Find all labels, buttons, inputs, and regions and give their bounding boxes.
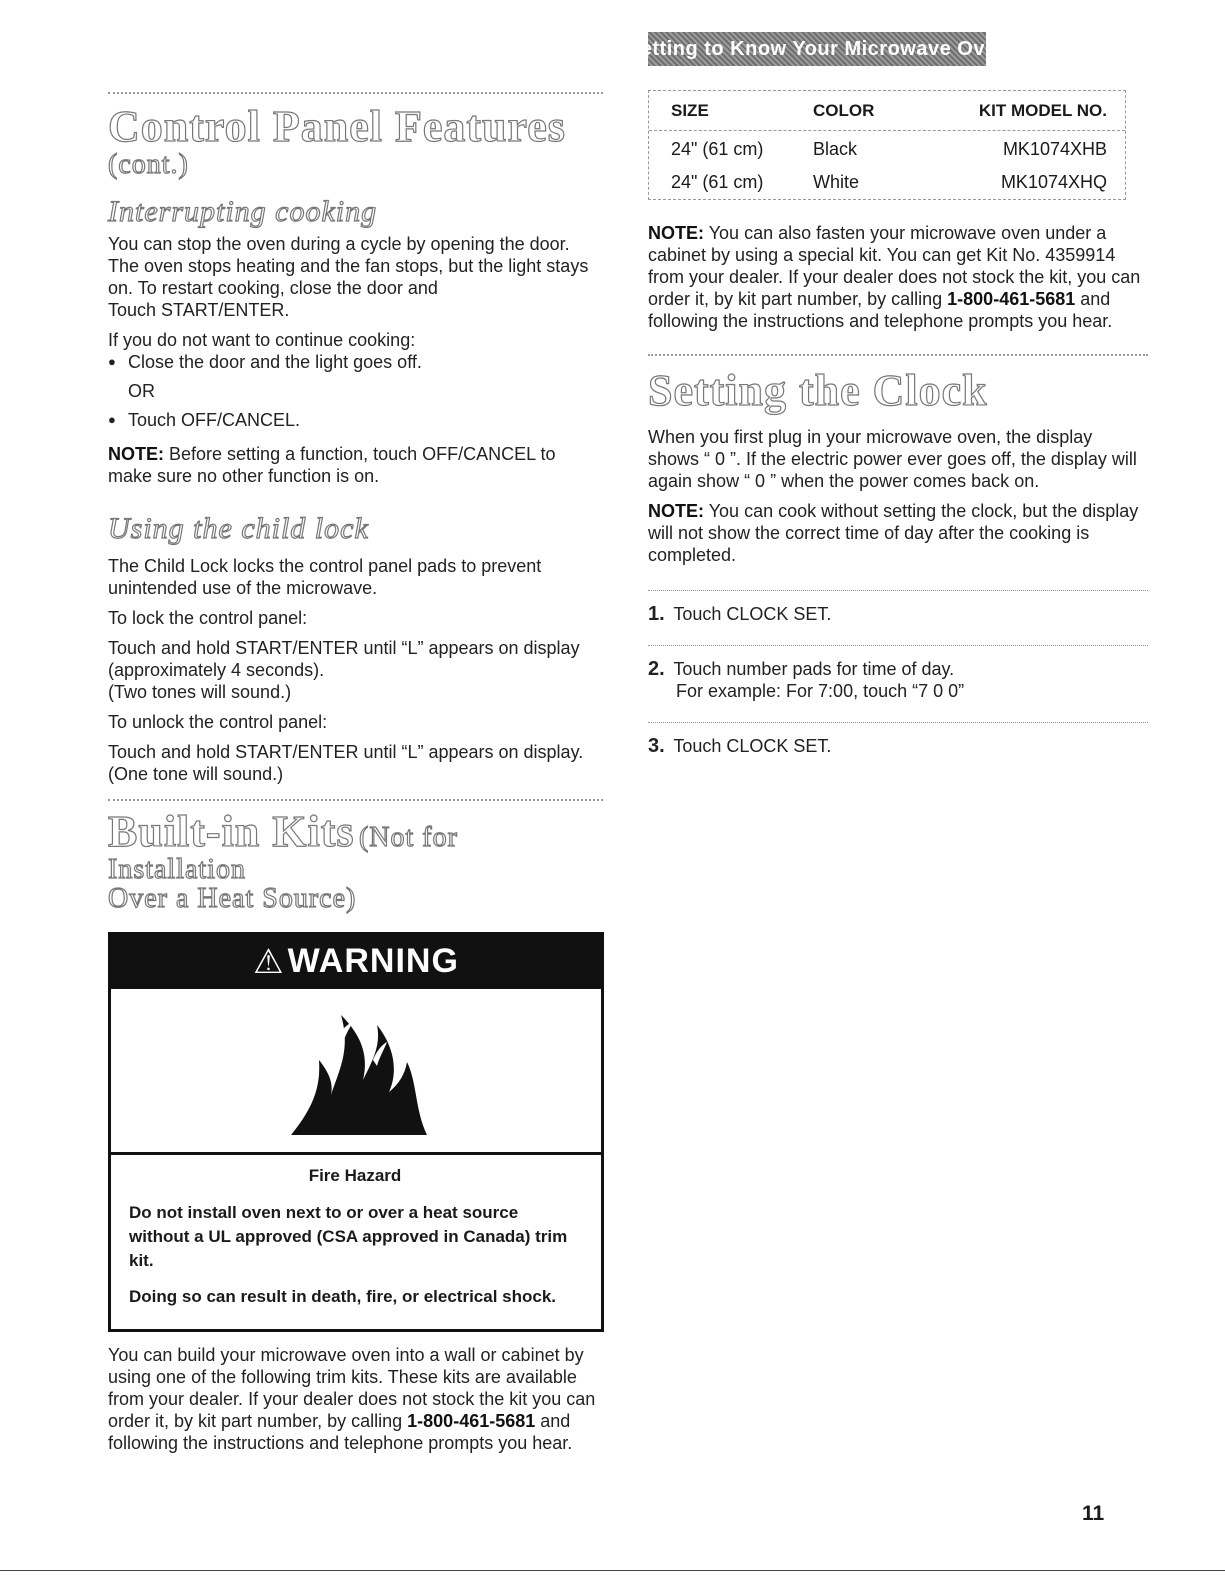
- step-text: Touch CLOCK SET.: [673, 604, 832, 625]
- interrupt-note: [108, 443, 603, 487]
- note-text-end: and following the instructions and telephone prompts you hear.: [648, 289, 1113, 331]
- cell-model: MK1074XHB: [1002, 139, 1107, 159]
- table-row: [649, 133, 1125, 166]
- clock-note: [648, 500, 1148, 566]
- note-text: Before setting a function, touch OFF/CANCEL to make sure no other function is on.: [108, 444, 556, 487]
- section-heading-clock: Setting the Clock: [648, 366, 988, 415]
- warning-title: Fire Hazard: [308, 1165, 402, 1185]
- note-text: You can cook without setting the clock, but the display will not show the correct time of day after the cooking is completed.: [648, 501, 1139, 566]
- page-number: 11: [1082, 1502, 1105, 1525]
- phone-number: 1-800-461-5681: [407, 1410, 536, 1431]
- section-heading: Built-in Kits: [108, 806, 355, 856]
- unlock-instructions: Touch and hold START/ENTER until “L” appears on display. (One tone will sound.): [108, 741, 584, 784]
- col-color: COLOR: [813, 100, 875, 120]
- table-row: [649, 166, 1125, 199]
- chapter-banner: Getting to Know Your Microwave Oven: [648, 32, 986, 66]
- step-2: [648, 658, 1148, 680]
- note-label: NOTE:: [108, 444, 164, 465]
- unlock-instructions-title: To unlock the control panel:: [108, 711, 328, 732]
- step-text: Touch number pads for time of day.: [673, 659, 955, 680]
- lock-tones: (Two tones will sound.): [108, 681, 292, 702]
- step-number: 3.: [648, 735, 665, 758]
- note-label: NOTE:: [648, 501, 704, 522]
- section-heading-sub: (Not for Installation: [108, 821, 458, 885]
- step-divider: [648, 722, 1148, 723]
- bullet-close-door: ● Close the door and the light goes off.: [108, 351, 603, 373]
- kit-table: [648, 90, 1126, 200]
- cell-model: MK1074XHQ: [1000, 172, 1107, 192]
- section-heading-line2: Over a Heat Source): [108, 883, 357, 915]
- col-model: KIT MODEL NO.: [978, 100, 1107, 120]
- clock-paragraph: When you first plug in your microwave oven, the display shows “ 0 ”. If the electric power ever goes off, the display will again show “ 0 ” when the power comes back on.: [648, 427, 1137, 492]
- fire-icon: [111, 989, 601, 1155]
- warning-header: [111, 935, 601, 989]
- builtin-kits-heading: [108, 806, 603, 915]
- step-3: [648, 735, 1148, 757]
- cancel-options-2: [108, 409, 603, 431]
- step-text: Touch CLOCK SET.: [673, 736, 832, 757]
- table-header: [649, 91, 1125, 131]
- step-1: [648, 603, 1148, 625]
- note-text: You can also fasten your microwave oven under a cabinet by using a special kit. You can get Kit No. 4359914 from your dealer. If your dealer does not stock the kit, you can order it, by kit part number, by calling: [648, 223, 1141, 309]
- left-column: [108, 92, 603, 1454]
- builtin-paragraph: [108, 1344, 603, 1454]
- interrupt-paragraph-end: Touch START/ENTER.: [108, 300, 290, 321]
- lock-instructions-title: To lock the control panel:: [108, 607, 308, 628]
- cell-size: 24" (61 cm): [671, 139, 764, 159]
- lock-instructions: Touch and hold START/ENTER until “L” appears on display (approximately 4 seconds).: [108, 637, 580, 680]
- step-2-example: For example: For 7:00, touch “7 0 0”: [676, 681, 965, 702]
- cell-color: Black: [813, 139, 858, 159]
- subheading-interrupting: Interrupting cooking: [108, 194, 378, 228]
- heading-cont: (cont.): [108, 149, 189, 181]
- note-label: NOTE:: [648, 223, 704, 243]
- bottom-border: [0, 1570, 1225, 1571]
- warning-triangle-icon: ⚠: [253, 942, 284, 981]
- cell-color: White: [813, 172, 860, 192]
- bullet-off-cancel: ● Touch OFF/CANCEL.: [108, 409, 603, 431]
- interrupt-paragraph: You can stop the oven during a cycle by opening the door. The oven stops heating and the fan stops, but the light stays on. To restart cooking, close the door and: [108, 234, 589, 299]
- builtin-text-end: and following the instructions and telephone prompts you hear.: [108, 1410, 573, 1453]
- undercabinet-note: [648, 222, 1148, 332]
- control-panel-heading: [108, 104, 603, 180]
- child-lock-paragraph: The Child Lock locks the control panel pads to prevent unintended use of the microwave.: [108, 555, 542, 598]
- step-number: 1.: [648, 603, 665, 626]
- or-label: OR: [128, 381, 155, 402]
- warning-consequence: Doing so can result in death, fire, or electrical shock.: [129, 1286, 557, 1306]
- step-divider: [648, 645, 1148, 646]
- step-divider: [648, 590, 1148, 591]
- builtin-text: You can build your microwave oven into a wall or cabinet by using one of the following trim kits. These kits are available from your dealer. If your dealer does not stock the kit you can order it, by kit part number, by calling: [108, 1344, 596, 1431]
- continue-question: If you do not want to continue cooking:: [108, 330, 416, 351]
- phone-number: 1-800-461-5681: [947, 289, 1076, 309]
- cancel-options: [108, 351, 603, 373]
- col-size: SIZE: [671, 100, 709, 120]
- right-column: [624, 32, 1148, 758]
- warning-box: [108, 932, 604, 1332]
- warning-text: Do not install oven next to or over a heat source without a UL approved (CSA approved in Canada) trim kit.: [129, 1202, 568, 1270]
- warning-body: [111, 1155, 601, 1329]
- subheading-child-lock: Using the child lock: [108, 512, 369, 546]
- cell-size: 24" (61 cm): [671, 172, 764, 192]
- warning-label: WARNING: [287, 942, 459, 981]
- section-heading: Control Panel Features: [108, 102, 566, 151]
- step-number: 2.: [648, 658, 665, 681]
